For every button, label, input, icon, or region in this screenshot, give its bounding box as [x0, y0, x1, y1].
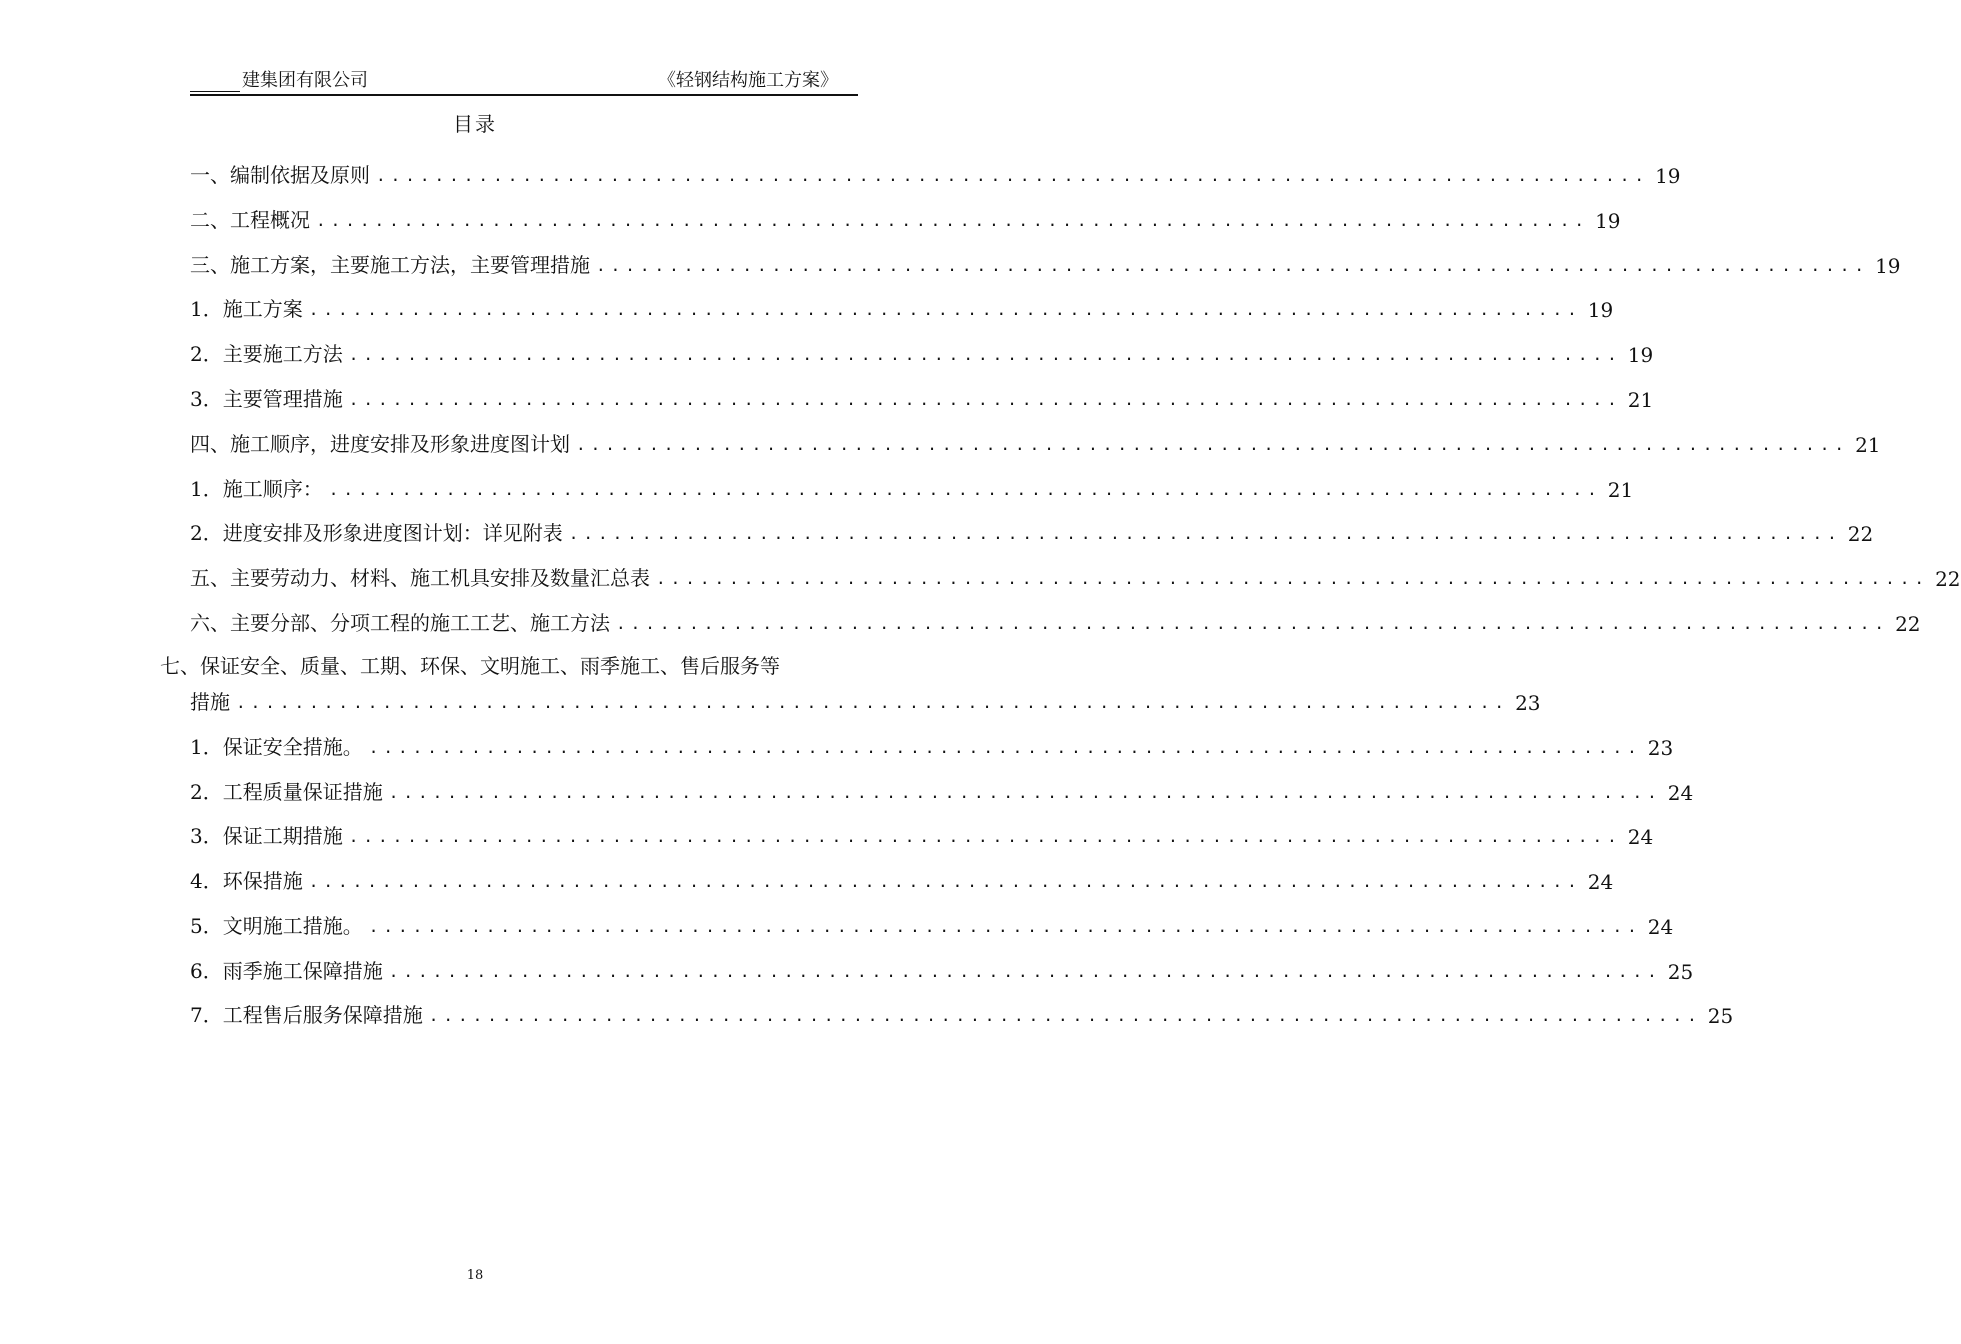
toc-page-number: 21 — [1627, 388, 1654, 412]
toc-entry[interactable] — [190, 292, 1614, 322]
toc-page-number: 22 — [1895, 612, 1921, 636]
toc-entry[interactable] — [190, 516, 1874, 546]
toc-page-number: 24 — [1667, 781, 1694, 805]
toc-page-number: 21 — [1855, 433, 1881, 457]
toc-entry[interactable] — [190, 203, 1621, 233]
toc-leader-dots: ....................................................................................... — [568, 524, 1842, 543]
toc-leader-dots: ....................................................................................... — [308, 872, 1582, 891]
toc-leader-dots: ....................................................................................... — [348, 827, 1622, 846]
toc-entry[interactable] — [190, 909, 1674, 939]
toc-entry-label: 1．施工方案 — [190, 297, 303, 321]
toc-entry-label: 3．保证工期措施 — [190, 824, 343, 848]
toc-entry-label: 7．工程售后服务保障措施 — [190, 1003, 423, 1027]
toc-page-number: 22 — [1847, 522, 1874, 546]
toc-leader-dots: ....................................................................................... — [576, 435, 1850, 454]
toc-leader-dots: ....................................................................................... — [616, 614, 1890, 633]
toc-leader-dots: ....................................................................................... — [348, 345, 1622, 364]
toc-leader-dots: ....................................................................................... — [348, 390, 1622, 409]
toc-entry-label: 措施 — [190, 690, 230, 714]
toc-entry[interactable] — [190, 775, 1694, 805]
company-name: 建集团有限公司 — [242, 70, 368, 91]
toc-entry[interactable] — [190, 998, 1734, 1028]
toc-page-number: 23 — [1515, 691, 1541, 715]
toc-entry-label: 3．主要管理措施 — [190, 387, 343, 411]
toc-page-number: 19 — [1587, 298, 1614, 322]
toc-entry[interactable] — [190, 819, 1654, 849]
toc-page-number: 24 — [1587, 870, 1614, 894]
page-number: 18 — [466, 1268, 484, 1283]
toc-leader-dots: ....................................................................................... — [388, 783, 1662, 802]
toc-leader-dots: ....................................................................................... — [328, 480, 1602, 499]
toc-entry-label: 四、施工顺序，进度安排及形象进度图计划 — [190, 432, 570, 456]
toc-entry-label: 5．文明施工措施。 — [190, 914, 363, 938]
toc-page-number: 25 — [1667, 960, 1694, 984]
toc-entry-label: 一、编制依据及原则 — [190, 163, 370, 187]
toc-page-number: 19 — [1627, 343, 1654, 367]
toc-entry[interactable] — [190, 606, 1921, 636]
toc-entry-label: 三、施工方案，主要施工方法，主要管理措施 — [190, 253, 590, 277]
toc-page-number: 21 — [1607, 478, 1634, 502]
toc-title: 目录 — [453, 112, 497, 136]
toc-leader-dots: ....................................................................................... — [236, 693, 1510, 712]
toc-page-number: 19 — [1595, 209, 1621, 233]
toc-entry-label: 二、工程概况 — [190, 208, 310, 232]
toc-entry-label: 2．工程质量保证措施 — [190, 780, 383, 804]
toc-entry[interactable] — [190, 158, 1681, 188]
toc-leader-dots: ....................................................................................... — [368, 738, 1642, 757]
toc-entry-label: 6．雨季施工保障措施 — [190, 959, 383, 983]
toc-page-number: 19 — [1655, 164, 1681, 188]
toc-page-number: 22 — [1935, 567, 1961, 591]
toc-leader-dots: ....................................................................................... — [376, 166, 1650, 185]
toc-entry-label: 1．保证安全措施。 — [190, 735, 363, 759]
toc-leader-dots: ....................................................................................... — [308, 300, 1582, 319]
toc-entry[interactable] — [190, 472, 1634, 502]
toc-entry[interactable] — [190, 561, 1961, 591]
toc-entry-label: 2．进度安排及形象进度图计划：详见附表 — [190, 521, 563, 545]
toc-entry-label: 4．环保措施 — [190, 869, 303, 893]
toc-leader-dots: ....................................................................................... — [316, 211, 1590, 230]
toc-entry[interactable] — [190, 248, 1901, 278]
header-doc-title: 《轻钢结构施工方案》 — [658, 70, 838, 91]
toc-entry[interactable] — [190, 954, 1694, 984]
toc-entry[interactable] — [190, 427, 1881, 457]
toc-leader-dots: ....................................................................................... — [428, 1006, 1702, 1025]
toc-entry-label: 六、主要分部、分项工程的施工工艺、施工方法 — [190, 611, 610, 635]
toc-entry[interactable] — [190, 382, 1654, 412]
toc-entry-7-line1[interactable]: 七、保证安全、质量、工期、环保、文明施工、雨季施工、售后服务等 — [160, 654, 780, 678]
toc-page-number: 19 — [1875, 254, 1901, 278]
toc-page-number: 24 — [1647, 915, 1674, 939]
toc-page-number: 23 — [1647, 736, 1674, 760]
toc-leader-dots: ....................................................................................... — [368, 917, 1642, 936]
toc-leader-dots: ....................................................................................... — [596, 256, 1870, 275]
toc-page-number: 25 — [1707, 1004, 1734, 1028]
toc-leader-dots: ....................................................................................... — [656, 569, 1930, 588]
toc-entry[interactable] — [190, 864, 1614, 894]
toc-entry-label: 2．主要施工方法 — [190, 342, 343, 366]
toc-entry-7-line2[interactable] — [190, 685, 1541, 715]
toc-leader-dots: ....................................................................................... — [388, 962, 1662, 981]
toc-entry-label: 1．施工顺序： — [190, 477, 323, 501]
toc-entry[interactable] — [190, 337, 1654, 367]
toc-entry[interactable] — [190, 730, 1674, 760]
toc-page-number: 24 — [1627, 825, 1654, 849]
toc-entry-label: 五、主要劳动力、材料、施工机具安排及数量汇总表 — [190, 566, 650, 590]
